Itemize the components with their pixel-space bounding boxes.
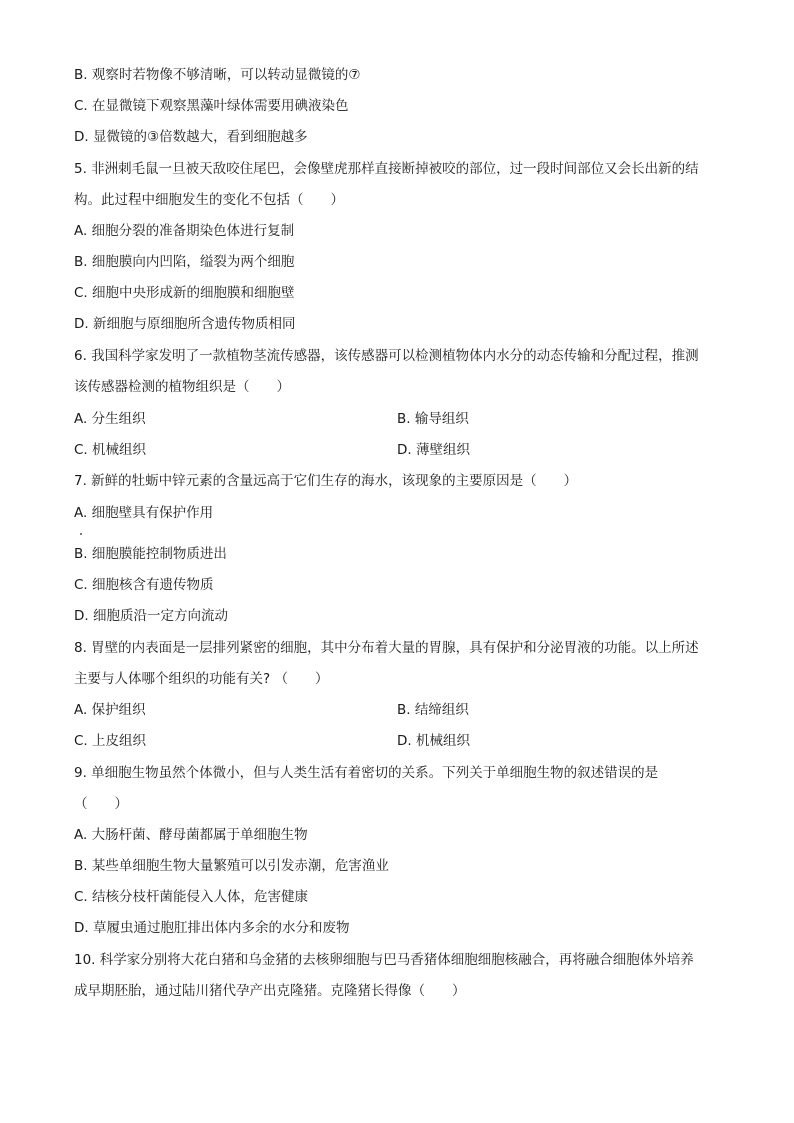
q5-stem-line-2: 构。此过程中细胞发生的变化不包括（ ） [74, 192, 344, 208]
q7-option-c: C. 细胞核含有遗传物质 [74, 577, 214, 593]
q5-stem-line-1: 5. 非洲刺毛鼠一旦被天敌咬住尾巴，会像壁虎那样直接断掉被咬的部位，过一段时间部位又会长出新的结 [74, 161, 699, 177]
q6-stem-line-2: 该传感器检测的植物组织是（ ） [74, 379, 290, 395]
q10-stem-line-1: 10. 科学家分别将大花白猪和乌金猪的去核卵细胞与巴马香猪体细胞细胞核融合，再将融合细胞体外培养 [74, 952, 694, 968]
q9-option-d: D. 草履虫通过胞肛排出体内多余的水分和废物 [74, 920, 350, 936]
q5-option-c: C. 细胞中央形成新的细胞膜和细胞壁 [74, 285, 295, 301]
q9-stem-line-1: 9. 单细胞生物虽然个体微小，但与人类生活有着密切的关系。下列关于单细胞生物的叙述错误的是 [74, 765, 659, 781]
q6-stem-line-1: 6. 我国科学家发明了一款植物茎流传感器，该传感器可以检测植物体内水分的动态传输和分配过程，推测 [74, 348, 699, 364]
q8-option-b: B. 结缔组织 [397, 702, 469, 718]
q8-option-a: A. 保护组织 [74, 702, 146, 718]
q6-option-d: D. 薄壁组织 [397, 442, 470, 458]
q8-option-c: C. 上皮组织 [74, 733, 147, 749]
q9-option-c: C. 结核分枝杆菌能侵入人体，危害健康 [74, 889, 309, 905]
q7-option-a: A. 细胞壁具有保护作用 [74, 505, 214, 521]
q6-option-a: A. 分生组织 [74, 411, 146, 427]
q4-option-b: B. 观察时若物像不够清晰，可以转动显微镜的⑦ [74, 67, 361, 83]
q6-option-b: B. 输导组织 [397, 411, 469, 427]
q5-option-a: A. 细胞分裂的准备期染色体进行复制 [74, 223, 295, 239]
q7-stem: 7. 新鲜的牡蛎中锌元素的含量远高于它们生存的海水，该现象的主要原因是（ ） [74, 473, 578, 489]
q8-option-d: D. 机械组织 [397, 733, 470, 749]
q8-stem-line-2: 主要与人体哪个组织的功能有关? （ ） [74, 671, 329, 687]
q7-option-d: D. 细胞质沿一定方向流动 [74, 608, 228, 624]
q4-option-d: D. 显微镜的③倍数越大，看到细胞越多 [74, 129, 308, 145]
q10-stem-line-2: 成早期胚胎，通过陆川猪代孕产出克隆猪。克隆猪长得像（ ） [74, 983, 466, 999]
q9-option-a: A. 大肠杆菌、酵母菌都属于单细胞生物 [74, 827, 308, 843]
q6-option-c: C. 机械组织 [74, 442, 147, 458]
q5-option-d: D. 新细胞与原细胞所含遗传物质相同 [74, 316, 296, 332]
q8-stem-line-1: 8. 胃壁的内表面是一层排列紧密的细胞，其中分布着大量的胃腺，具有保护和分泌胃液的功能。以上所述 [74, 640, 699, 656]
q4-option-c: C. 在显微镜下观察黑藻叶绿体需要用碘液染色 [74, 98, 349, 114]
q9-option-b: B. 某些单细胞生物大量繁殖可以引发赤潮，危害渔业 [74, 858, 389, 874]
stray-dot-mark [80, 533, 82, 535]
q7-option-b: B. 细胞膜能控制物质进出 [74, 546, 227, 562]
q9-stem-line-2: （ ） [74, 796, 128, 812]
q5-option-b: B. 细胞膜向内凹陷，缢裂为两个细胞 [74, 254, 295, 270]
